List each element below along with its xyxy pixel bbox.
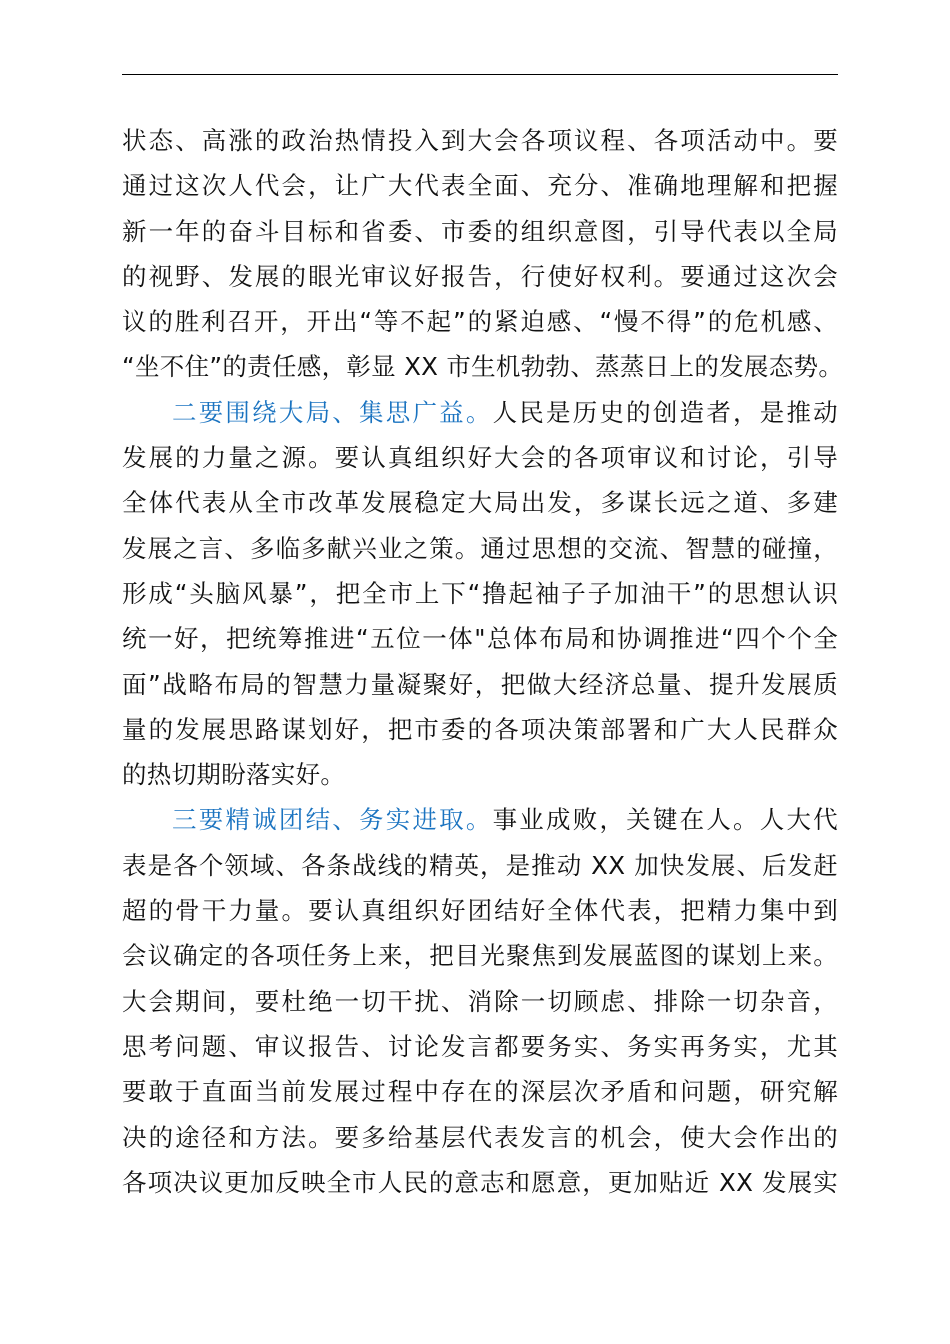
text-line: 大会期间，要杜绝一切干扰、消除一切顾虑、排除一切杂音， bbox=[122, 986, 838, 1016]
text-line-first bbox=[122, 797, 838, 842]
text-line: “坐不住”的责任感，彰显 XX 市生机勃勃、蒸蒸日上的发展态势。 bbox=[122, 352, 844, 382]
text-line: 议的胜利召开，开出“等不起”的紧迫感、“慢不得”的危机感、 bbox=[122, 307, 838, 337]
text-line: 的热切期盼落实好。 bbox=[122, 760, 346, 790]
text-run: 事业成败，关键在人。人大代 bbox=[492, 805, 838, 835]
text-line: 决的途径和方法。要多给基层代表发言的机会，使大会作出的 bbox=[122, 1122, 838, 1152]
text-line: 思考问题、审议报告、讨论发言都要务实、务实再务实，尤其 bbox=[122, 1031, 838, 1061]
section-heading-3: 三要精诚团结、务实进取。 bbox=[172, 805, 493, 835]
text-line: 通过这次人代会，让广大代表全面、充分、准确地理解和把握 bbox=[122, 171, 838, 201]
text-line: 会议确定的各项任务上来，把目光聚焦到发展蓝图的谋划上来。 bbox=[122, 941, 838, 971]
text-line: 各项决议更加反映全市人民的意志和愿意，更加贴近 XX 发展实 bbox=[122, 1167, 838, 1197]
text-run: 人民是历史的创造者，是推动 bbox=[492, 397, 838, 427]
text-line: 发展的力量之源。要认真组织好大会的各项审议和讨论，引导 bbox=[122, 443, 838, 473]
text-line: 全体代表从全市改革发展稳定大局出发，多谋长远之道、多建 bbox=[122, 488, 838, 518]
text-line: 的视野、发展的眼光审议好报告，行使好权利。要通过这次会 bbox=[122, 261, 838, 291]
header-rule bbox=[122, 74, 838, 75]
text-line: 统一好，把统筹推进“五位一体"总体布局和协调推进“四个个全 bbox=[122, 624, 838, 654]
text-line: 新一年的奋斗目标和省委、市委的组织意图，引导代表以全局 bbox=[122, 216, 838, 246]
text-line: 状态、高涨的政治热情投入到大会各项议程、各项活动中。要 bbox=[122, 126, 838, 155]
text-line: 超的骨干力量。要认真组织好团结好全体代表，把精力集中到 bbox=[122, 896, 838, 926]
text-line: 面”战略布局的智慧力量凝聚好，把做大经济总量、提升发展质 bbox=[122, 669, 838, 699]
paragraph-3 bbox=[122, 797, 838, 1205]
text-line: 形成“头脑风暴”，把全市上下“撸起袖子子加油干”的思想认识 bbox=[122, 578, 838, 608]
text-line-first bbox=[122, 390, 838, 435]
text-line: 发展之言、多临多献兴业之策。通过思想的交流、智慧的碰撞， bbox=[122, 533, 838, 563]
paragraph-2 bbox=[122, 390, 838, 798]
section-heading-2: 二要围绕大局、集思广益。 bbox=[172, 397, 493, 427]
text-line: 量的发展思路谋划好，把市委的各项决策部署和广大人民群众 bbox=[122, 714, 838, 744]
paragraph-1 bbox=[122, 118, 844, 390]
document-body bbox=[122, 118, 844, 1205]
text-line: 表是各个领域、各条战线的精英，是推动 XX 加快发展、后发赶 bbox=[122, 850, 838, 880]
text-line: 要敢于直面当前发展过程中存在的深层次矛盾和问题，研究解 bbox=[122, 1077, 838, 1107]
